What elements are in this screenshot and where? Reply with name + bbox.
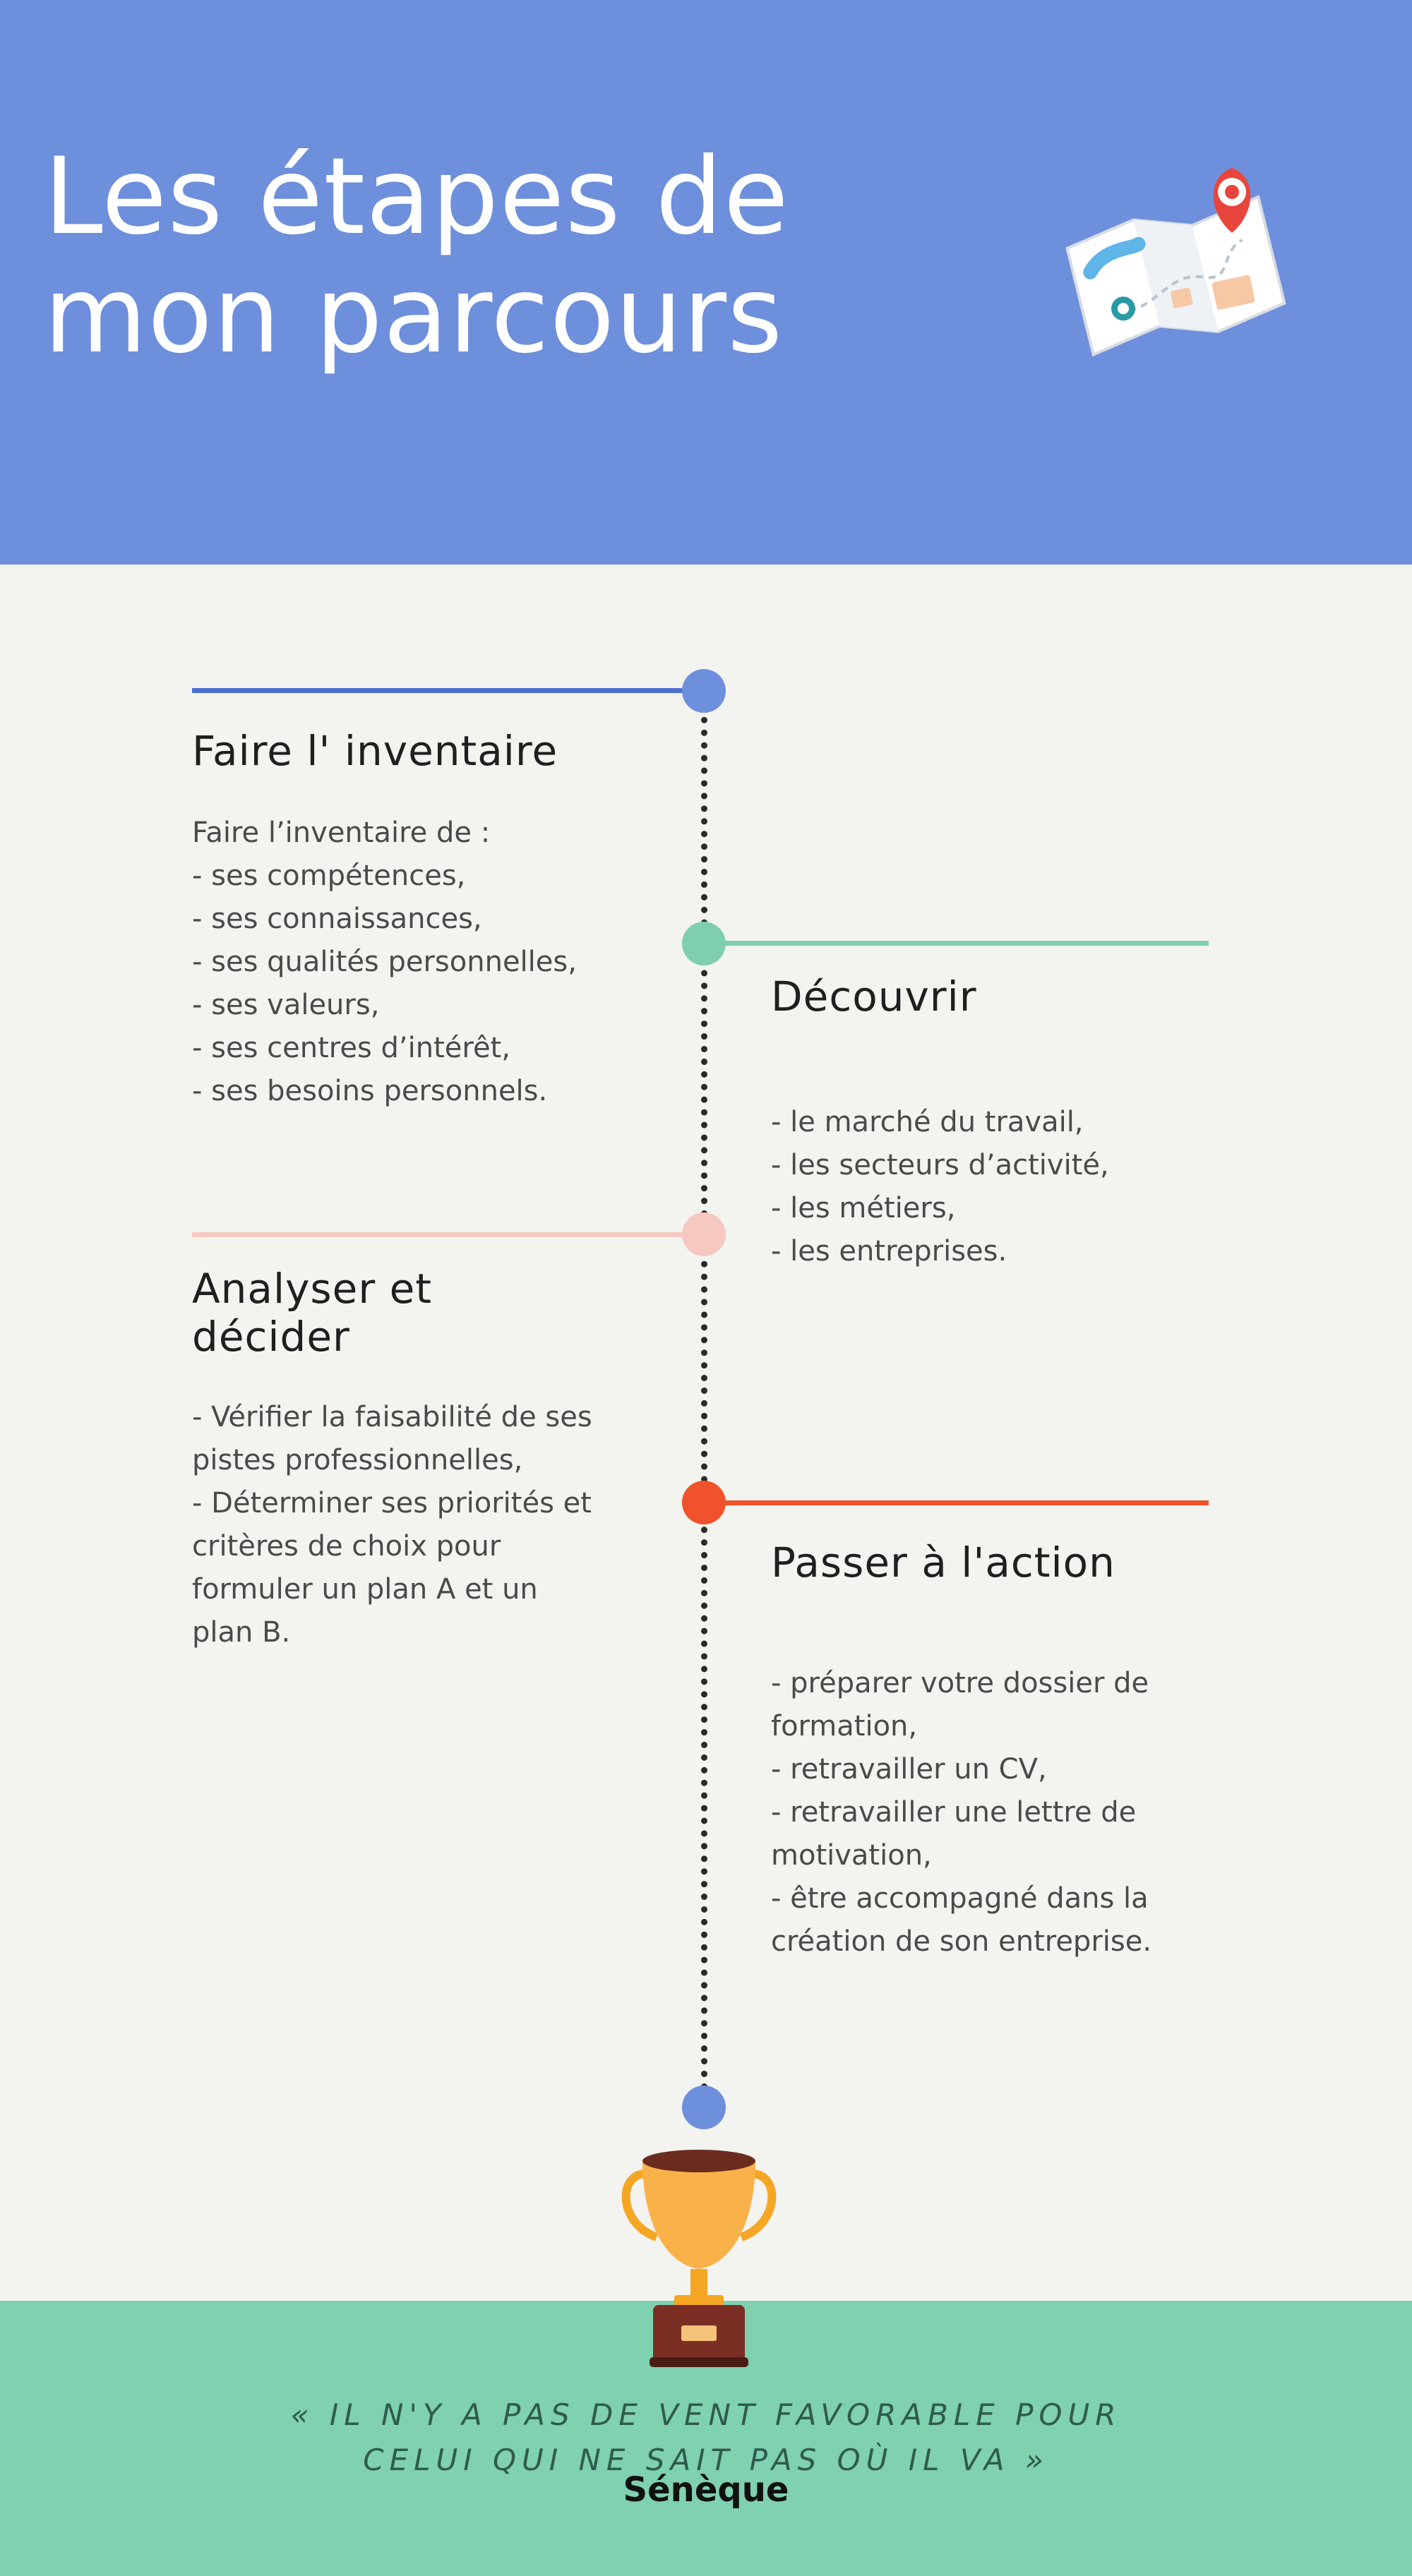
trophy-icon [614,2145,784,2371]
quote-author: Sénèque [623,2470,789,2510]
footer-quote: « IL N'Y A PAS DE VENT FAVORABLE POUR CELUI QUI NE SAIT PAS OÙ IL VA » [290,2397,1122,2477]
step-1-connector [192,688,700,693]
map-pin-icon [1063,148,1296,381]
step-2-node [682,922,726,965]
step-3-node [682,1212,726,1256]
step-4-connector [706,1500,1209,1505]
step-2-title: Découvrir [771,973,977,1021]
step-3-connector [192,1232,700,1237]
timeline-dotted-line [701,692,707,2103]
title-line-2: mon parcours [44,254,784,377]
step-4-body: - préparer votre dossier de formation, - retravailler un CV, - retravailler une lettre de motivation, - être accompagné dans la création de son entreprise. [771,1667,1152,1958]
step-1-body: Faire l’inventaire de : - ses compétences, - ses connaissances, - ses qualités personnelles, - ses valeurs, - ses centres d’intérêt, - ses besoins personnels. [192,817,577,1107]
step-4-node [682,1481,726,1524]
timeline-end-node [682,2086,726,2129]
title-line-1: Les étapes de [44,136,789,258]
step-3-title: Analyser et décider [192,1265,433,1361]
step-2-body: - le marché du travail, - les secteurs d’activité, - les métiers, - les entreprises. [771,1106,1109,1268]
step-1-node [682,669,726,713]
step-1-title: Faire l' inventaire [192,727,558,775]
step-4-title: Passer à l'action [771,1539,1115,1587]
page-title [44,138,789,375]
step-3-body: - Vérifier la faisabilité de ses pistes professionnelles, - Déterminer ses priorités et critères de choix pour formuler un plan A et un plan B. [192,1401,592,1649]
step-2-connector [706,941,1209,946]
header-banner [0,0,1412,565]
